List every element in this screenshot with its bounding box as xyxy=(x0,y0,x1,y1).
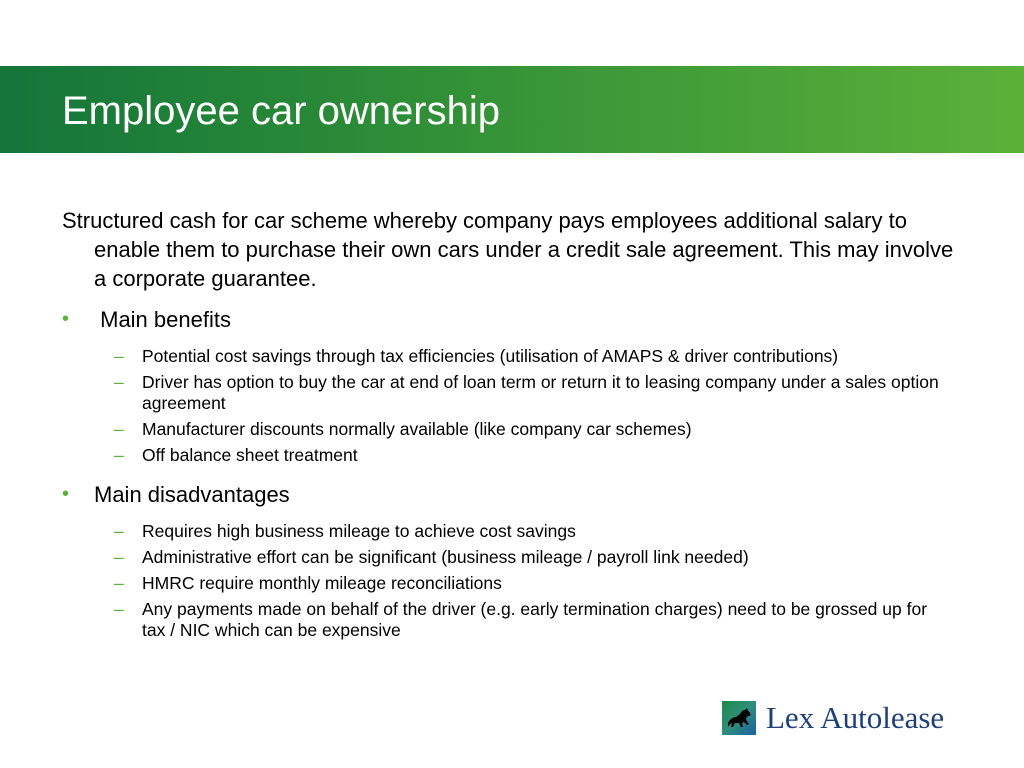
list-item-text: Manufacturer discounts normally available (like company car schemes) xyxy=(142,419,692,439)
list-item-text: Administrative effort can be significant (business mileage / payroll link needed) xyxy=(142,547,749,567)
dash-icon: – xyxy=(114,573,124,593)
list-item xyxy=(62,346,942,367)
dash-icon: – xyxy=(114,521,124,541)
list-item xyxy=(62,573,942,594)
bullet-icon: • xyxy=(62,483,70,505)
dash-icon: – xyxy=(114,445,124,465)
bullet-icon: • xyxy=(62,308,70,330)
title-banner xyxy=(0,66,1024,153)
section-heading-label: Main benefits xyxy=(94,307,231,332)
list-item-text: Any payments made on behalf of the driver (e.g. early termination charges) need to be grossed up for tax / NIC which can be expensive xyxy=(142,599,928,640)
list-item xyxy=(62,547,942,568)
dash-icon: – xyxy=(114,547,124,567)
benefits-list xyxy=(62,346,962,466)
list-item xyxy=(62,521,942,542)
list-item-text: Off balance sheet treatment xyxy=(142,445,358,465)
lex-autolease-logo xyxy=(722,698,944,738)
list-item xyxy=(62,445,942,466)
list-item xyxy=(62,419,942,440)
intro-paragraph: Structured cash for car scheme whereby company pays employees additional salary to enable them to purchase their own cars under a credit sale agreement. This may involve a corporate guarantee. xyxy=(62,208,954,291)
dash-icon: – xyxy=(114,419,124,439)
section-heading-disadvantages xyxy=(62,480,962,509)
dash-icon: – xyxy=(114,372,124,392)
slide-content xyxy=(62,206,962,655)
dash-icon: – xyxy=(114,599,124,619)
list-item-text: Driver has option to buy the car at end of loan term or return it to leasing company under a sales option agreement xyxy=(142,372,939,413)
disadvantages-list xyxy=(62,521,962,641)
list-item-text: Requires high business mileage to achieve cost savings xyxy=(142,521,576,541)
list-item xyxy=(62,372,942,414)
list-item-text: HMRC require monthly mileage reconciliations xyxy=(142,573,502,593)
logo-text: Lex Autolease xyxy=(766,700,945,735)
section-heading-benefits xyxy=(62,305,962,334)
slide-title: Employee car ownership xyxy=(62,89,500,133)
list-item xyxy=(62,599,942,641)
list-item-text: Potential cost savings through tax efficiencies (utilisation of AMAPS & driver contributions) xyxy=(142,346,839,366)
dash-icon: – xyxy=(114,346,124,366)
section-heading-label: Main disadvantages xyxy=(94,482,290,507)
black-horse-icon xyxy=(722,701,756,735)
